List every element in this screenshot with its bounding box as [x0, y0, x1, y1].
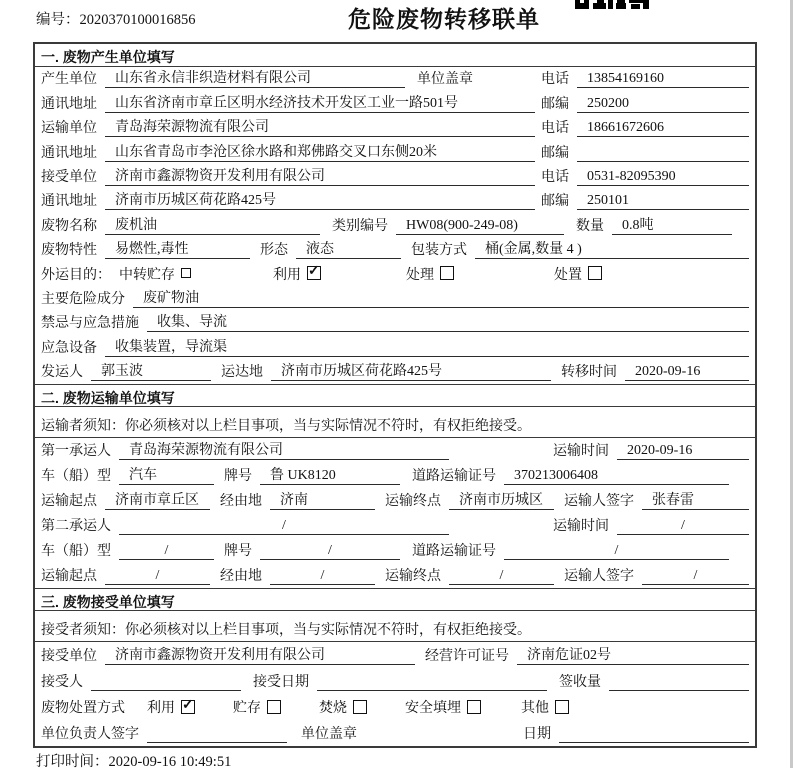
carrier-sign-label: 运输人签字	[564, 494, 634, 510]
route-start-2-value: /	[105, 568, 210, 585]
producer-label: 产生单位	[41, 72, 97, 88]
disposal-option-utilize	[147, 697, 195, 717]
form-state-value: 液态	[296, 238, 401, 259]
acceptor-value	[91, 674, 241, 691]
receiver-address-value: 济南市历城区荷花路425号	[105, 189, 535, 210]
vehicle-type-label: 车（船）型	[41, 544, 111, 560]
route-via-2-value: /	[270, 568, 375, 585]
print-time-label: 打印时间：	[36, 754, 109, 770]
checkbox-disposal-incinerate	[353, 700, 367, 714]
phone-label: 电话	[541, 121, 569, 137]
transport-time-label: 运输时间	[553, 519, 609, 535]
row-responsible-sign	[35, 720, 755, 746]
second-carrier-label: 第二承运人	[41, 519, 111, 535]
receiver-notice: 接受者须知：你必须核对以上栏目事项，当与实际情况不符时，有权拒绝接受。	[35, 611, 755, 642]
producer-address-value: 山东省济南市章丘区明水经济技术开发区工业一路501号	[105, 92, 535, 113]
waste-name-label: 废物名称	[41, 218, 97, 234]
carrier-sign-2-value: /	[642, 568, 749, 585]
route-via-label: 经由地	[220, 569, 262, 585]
section-2	[35, 384, 755, 588]
vehicle-type-label: 车（船）型	[41, 469, 111, 485]
taboo-value: 收集、导流	[147, 311, 749, 332]
second-carrier-value: /	[119, 518, 449, 535]
transporter-zip-value	[577, 145, 749, 162]
transport-time-2-value: /	[617, 518, 749, 535]
unit-seal-label: 单位盖章	[417, 72, 473, 88]
quantity-value: 0.8吨	[612, 214, 732, 235]
section-3-header: 三. 废物接受单位填写	[35, 588, 755, 611]
date-value	[559, 726, 749, 743]
checkbox-disposal-other	[555, 700, 569, 714]
received-qty-label: 签收量	[559, 675, 601, 691]
route-end-value: 济南市历城区	[449, 489, 554, 510]
zip-label: 邮编	[541, 145, 569, 161]
option-label: 处理	[406, 267, 434, 283]
transfer-time-value: 2020-09-16	[625, 364, 749, 381]
carrier-sign-label: 运输人签字	[564, 569, 634, 585]
row-hazard-components	[35, 287, 755, 311]
purpose-option-treat	[406, 264, 454, 284]
phone-label: 电话	[541, 72, 569, 88]
section-1-header: 一. 废物产生单位填写	[35, 44, 755, 67]
disposal-label: 废物处置方式	[41, 701, 125, 717]
row-disposal-method	[35, 694, 755, 720]
unit-seal-label: 单位盖章	[301, 727, 357, 743]
form-state-label: 形态	[260, 243, 288, 259]
transport-time-label: 运输时间	[553, 444, 609, 460]
equipment-value: 收集装置，导流渠	[105, 336, 749, 357]
transfer-time-label: 转移时间	[561, 365, 617, 381]
producer-phone-value: 13854169160	[577, 71, 749, 88]
address-label: 通讯地址	[41, 145, 97, 161]
waste-name-value: 废机油	[105, 214, 320, 235]
zip-label: 邮编	[541, 96, 569, 112]
transporter-value: 青岛海荣源物流有限公司	[105, 116, 535, 137]
purpose-label: 外运目的：	[41, 267, 111, 283]
producer-zip-value: 250200	[577, 96, 749, 113]
purpose-option-utilize	[273, 264, 321, 284]
license-label: 经营许可证号	[425, 649, 509, 665]
row-receiver-address	[35, 189, 755, 213]
transporter-label: 运输单位	[41, 121, 97, 137]
category-code-label: 类别编号	[332, 218, 388, 234]
checkbox-disposal-landfill	[467, 700, 481, 714]
route-end-label: 运输终点	[385, 494, 441, 510]
date-label: 日期	[523, 727, 551, 743]
accept-date-label: 接受日期	[253, 675, 309, 691]
receiver-phone-value: 0531-82095390	[577, 169, 749, 186]
row-second-carrier	[35, 513, 755, 538]
option-label: 中转贮存	[119, 267, 175, 283]
row-dispatcher	[35, 360, 755, 384]
transporter-phone-value: 18661672606	[577, 120, 749, 137]
checkbox-disposal-storage	[267, 700, 281, 714]
row-vehicle-1	[35, 463, 755, 488]
row-route-1	[35, 488, 755, 513]
scan-edge-shadow	[790, 0, 793, 768]
packing-label: 包装方式	[411, 243, 467, 259]
destination-label: 运达地	[221, 365, 263, 381]
row-transfer-purpose	[35, 262, 755, 286]
transporter-notice: 运输者须知：你必须核对以上栏目事项，当与实际情况不符时，有权拒绝接受。	[35, 407, 755, 438]
packing-value: 桶(金属,数量 4 )	[475, 238, 749, 259]
received-qty-value	[609, 674, 749, 691]
accept-date-value	[317, 674, 547, 691]
print-time-value: 2020-09-16 10:49:51	[108, 754, 232, 770]
hazard-value: 废矿物油	[133, 287, 749, 308]
row-first-carrier	[35, 438, 755, 463]
route-end-label: 运输终点	[385, 569, 441, 585]
responsible-sign-label: 单位负责人签字	[41, 727, 139, 743]
plate-2-value: /	[260, 543, 400, 560]
row-waste-name	[35, 213, 755, 237]
row-producer-unit	[35, 67, 755, 91]
road-cert-label: 道路运输证号	[412, 544, 496, 560]
first-carrier-label: 第一承运人	[41, 444, 111, 460]
receiver-zip-value: 250101	[577, 193, 749, 210]
vehicle-type-value: 汽车	[119, 464, 214, 485]
receiver-value: 济南市鑫源物资开发利用有限公司	[105, 165, 535, 186]
route-start-value: 济南市章丘区	[105, 489, 210, 510]
option-label: 利用	[147, 701, 175, 717]
serial-value: 2020370100016856	[79, 12, 196, 28]
route-start-label: 运输起点	[41, 494, 97, 510]
plate-label: 牌号	[224, 544, 252, 560]
dispatcher-label: 发运人	[41, 365, 83, 381]
accepting-unit-label: 接受单位	[41, 649, 97, 665]
phone-label: 电话	[541, 169, 569, 185]
option-label: 贮存	[233, 701, 261, 717]
acceptor-label: 接受人	[41, 675, 83, 691]
accepting-unit-value: 济南市鑫源物资开发利用有限公司	[105, 644, 415, 665]
receiver-label: 接受单位	[41, 169, 97, 185]
option-label: 处置	[554, 267, 582, 283]
address-label: 通讯地址	[41, 194, 97, 210]
checkbox-transfer-storage	[181, 268, 191, 278]
row-acceptor	[35, 668, 755, 694]
traits-label: 废物特性	[41, 243, 97, 259]
section-3	[35, 588, 755, 746]
row-receiver-unit	[35, 165, 755, 189]
row-accepting-unit	[35, 642, 755, 668]
row-transport-unit	[35, 116, 755, 140]
row-producer-address	[35, 91, 755, 115]
carrier-sign-value: 张春雷	[642, 489, 749, 510]
form-table	[33, 42, 757, 748]
address-label: 通讯地址	[41, 96, 97, 112]
checkbox-treat	[440, 266, 454, 280]
route-via-value: 济南	[270, 489, 375, 510]
responsible-sign-value	[147, 726, 287, 743]
row-vehicle-2	[35, 538, 755, 563]
disposal-option-landfill	[405, 697, 481, 717]
option-label: 其他	[521, 701, 549, 717]
road-cert-2-value: /	[504, 543, 729, 560]
dispatcher-value: 郭玉波	[91, 360, 211, 381]
road-cert-label: 道路运输证号	[412, 469, 496, 485]
hazard-label: 主要危险成分	[41, 291, 125, 307]
page-title: 危险废物转移联单	[348, 6, 540, 32]
equipment-label: 应急设备	[41, 340, 97, 356]
row-route-2	[35, 563, 755, 588]
disposal-option-storage	[233, 697, 281, 717]
license-value: 济南危证02号	[517, 644, 749, 665]
plate-label: 牌号	[224, 469, 252, 485]
disposal-option-other	[521, 697, 569, 717]
road-cert-value: 370213006408	[504, 468, 729, 485]
producer-value: 山东省永信非织造材料有限公司	[105, 67, 405, 88]
destination-value: 济南市历城区荷花路425号	[271, 360, 551, 381]
transport-time-value: 2020-09-16	[617, 443, 749, 460]
transporter-address-value: 山东省青岛市李沧区徐水路和郑佛路交叉口东侧20米	[105, 141, 535, 162]
row-transporter-address	[35, 140, 755, 164]
purpose-option-transfer-storage	[119, 264, 191, 284]
option-label: 安全填埋	[405, 701, 461, 717]
first-carrier-value: 青岛海荣源物流有限公司	[119, 439, 449, 460]
checkbox-dispose	[588, 266, 602, 280]
checkbox-utilize	[307, 266, 321, 280]
option-label: 利用	[273, 267, 301, 283]
row-waste-traits	[35, 238, 755, 262]
quantity-label: 数量	[576, 218, 604, 234]
serial-label: 编号：	[36, 12, 80, 28]
option-label: 焚烧	[319, 701, 347, 717]
traits-value: 易燃性,毒性	[105, 238, 250, 259]
vehicle-type-2-value: /	[119, 543, 214, 560]
row-taboo-measures	[35, 311, 755, 335]
section-2-header: 二. 废物运输单位填写	[35, 384, 755, 407]
row-emergency-equipment	[35, 335, 755, 359]
purpose-option-dispose	[554, 264, 602, 284]
category-code-value: HW08(900-249-08)	[396, 218, 564, 235]
route-via-label: 经由地	[220, 494, 262, 510]
route-end-2-value: /	[449, 568, 554, 585]
plate-value: 鲁 UK8120	[260, 464, 400, 485]
route-start-label: 运输起点	[41, 569, 97, 585]
zip-label: 邮编	[541, 194, 569, 210]
taboo-label: 禁忌与应急措施	[41, 316, 139, 332]
disposal-option-incinerate	[319, 697, 367, 717]
checkbox-disposal-utilize	[181, 700, 195, 714]
